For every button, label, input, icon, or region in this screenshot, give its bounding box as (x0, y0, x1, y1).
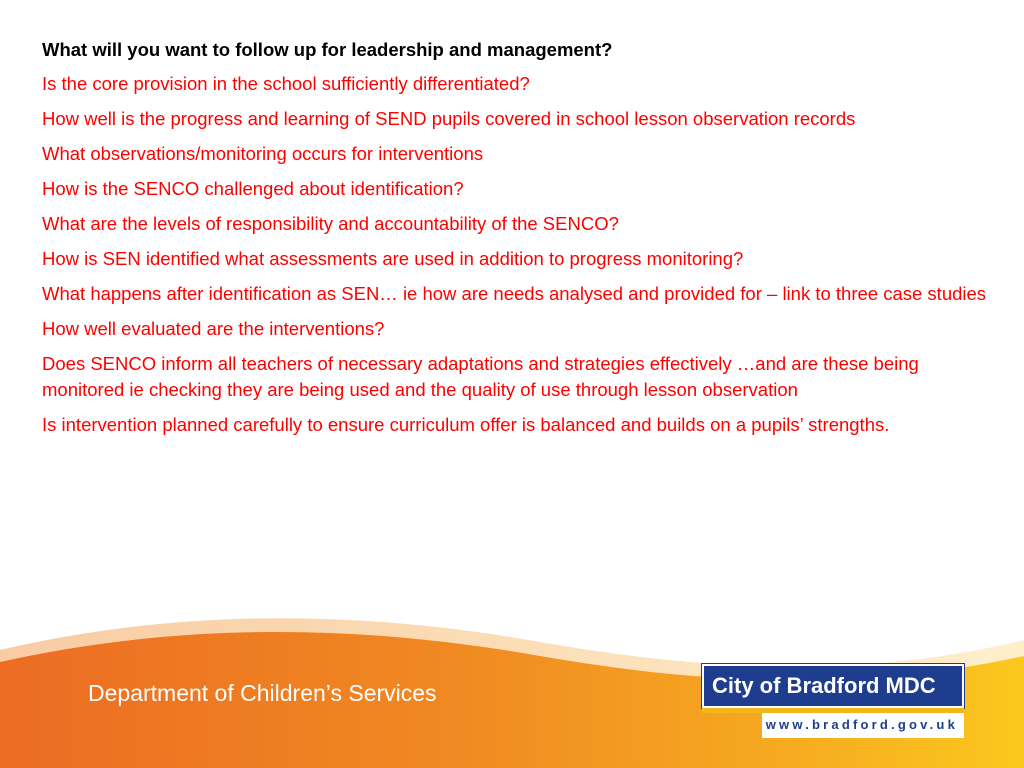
logo-title: City of Bradford MDC (712, 673, 936, 698)
slide-heading: What will you want to follow up for leadership and management? (42, 39, 613, 60)
question-item: How well evaluated are the interventions? (42, 318, 385, 339)
bradford-logo (702, 664, 964, 738)
logo-title-block (702, 664, 964, 708)
logo-url: www.bradford.gov.uk (765, 717, 958, 732)
department-name: Department of Children’s Services (88, 680, 437, 706)
logo-url-block (762, 713, 964, 738)
question-item: How well is the progress and learning of SEND pupils covered in school lesson observation records (42, 108, 856, 129)
question-item: Is intervention planned carefully to ensure curriculum offer is balanced and builds on a pupils’ strengths. (42, 414, 890, 435)
slide-content (42, 38, 992, 447)
question-item: Is the core provision in the school sufficiently differentiated? (42, 73, 530, 94)
question-item: How is SEN identified what assessments are used in addition to progress monitoring? (42, 248, 744, 269)
question-item: What happens after identification as SEN… ie how are needs analysed and provided for – link to three case studies (42, 283, 987, 304)
question-item: What are the levels of responsibility and accountability of the SENCO? (42, 213, 619, 234)
question-item: How is the SENCO challenged about identification? (42, 178, 464, 199)
question-item: Does SENCO inform all teachers of necessary adaptations and strategies effectively …and are these being monitored ie checking they are being used and the quality of use through lesson observation (42, 353, 919, 400)
question-item: What observations/monitoring occurs for interventions (42, 143, 484, 164)
